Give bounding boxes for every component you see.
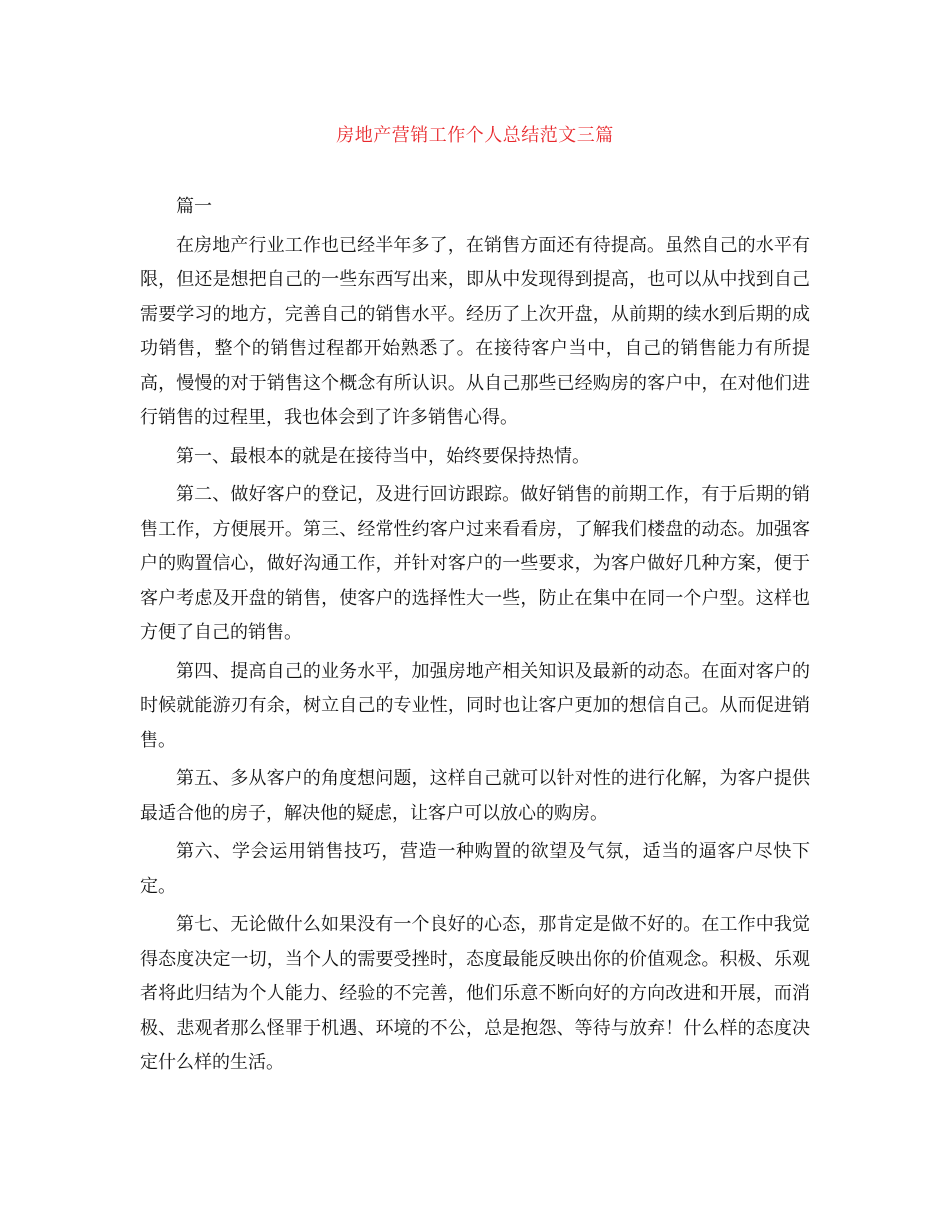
document-title: 房地产营销工作个人总结范文三篇	[336, 125, 614, 146]
document-body	[140, 190, 810, 1085]
paragraph-point-5: 第五、多从客户的角度想问题，这样自己就可以针对性的进行化解，为客户提供最适合他的房子，解决他的疑虑，让客户可以放心的购房。	[140, 768, 810, 824]
section-heading: 篇一	[176, 196, 212, 217]
paragraph-point-2-3: 第二、做好客户的登记，及进行回访跟踪。做好销售的前期工作，有于后期的销售工作，方便展开。第三、经常性约客户过来看看房，了解我们楼盘的动态。加强客户的购置信心，做好沟通工作，并针对客户的一些要求，为客户做好几种方案，便于客户考虑及开盘的销售，使客户的选择性大一些，防止在集中在同一个户型。这样也方便了自己的销售。	[140, 484, 810, 643]
paragraph-intro: 在房地产行业工作也已经半年多了，在销售方面还有待提高。虽然自己的水平有限，但还是想把自己的一些东西写出来，即从中发现得到提高，也可以从中找到自己需要学习的地方，完善自己的销售水平。经历了上次开盘，从前期的续水到后期的成功销售，整个的销售过程都开始熟悉了。在接待客户当中，自己的销售能力有所提高，慢慢的对于销售这个概念有所认识。从自己那些已经购房的客户中，在对他们进行销售的过程里，我也体会到了许多销售心得。	[140, 234, 810, 428]
paragraph-point-6: 第六、学会运用销售技巧，营造一种购置的欲望及气氛，适当的逼客户尽快下定。	[140, 841, 810, 897]
paragraph-point-1: 第一、最根本的就是在接待当中，始终要保持热情。	[176, 445, 590, 467]
paragraph-point-4: 第四、提高自己的业务水平，加强房地产相关知识及最新的动态。在面对客户的时候就能游刃有余，树立自己的专业性，同时也让客户更加的想信自己。从而促进销售。	[140, 660, 810, 751]
paragraph-point-7: 第七、无论做什么如果没有一个良好的心态，那肯定是做不好的。在工作中我觉得态度决定一切，当个人的需要受挫时，态度最能反映出你的价值观念。积极、乐观者将此归结为个人能力、经验的不完善，他们乐意不断向好的方向改进和开展，而消极、悲观者那么怪罪于机遇、环境的不公，总是抱怨、等待与放弃！什么样的态度决定什么样的生活。	[140, 914, 810, 1073]
